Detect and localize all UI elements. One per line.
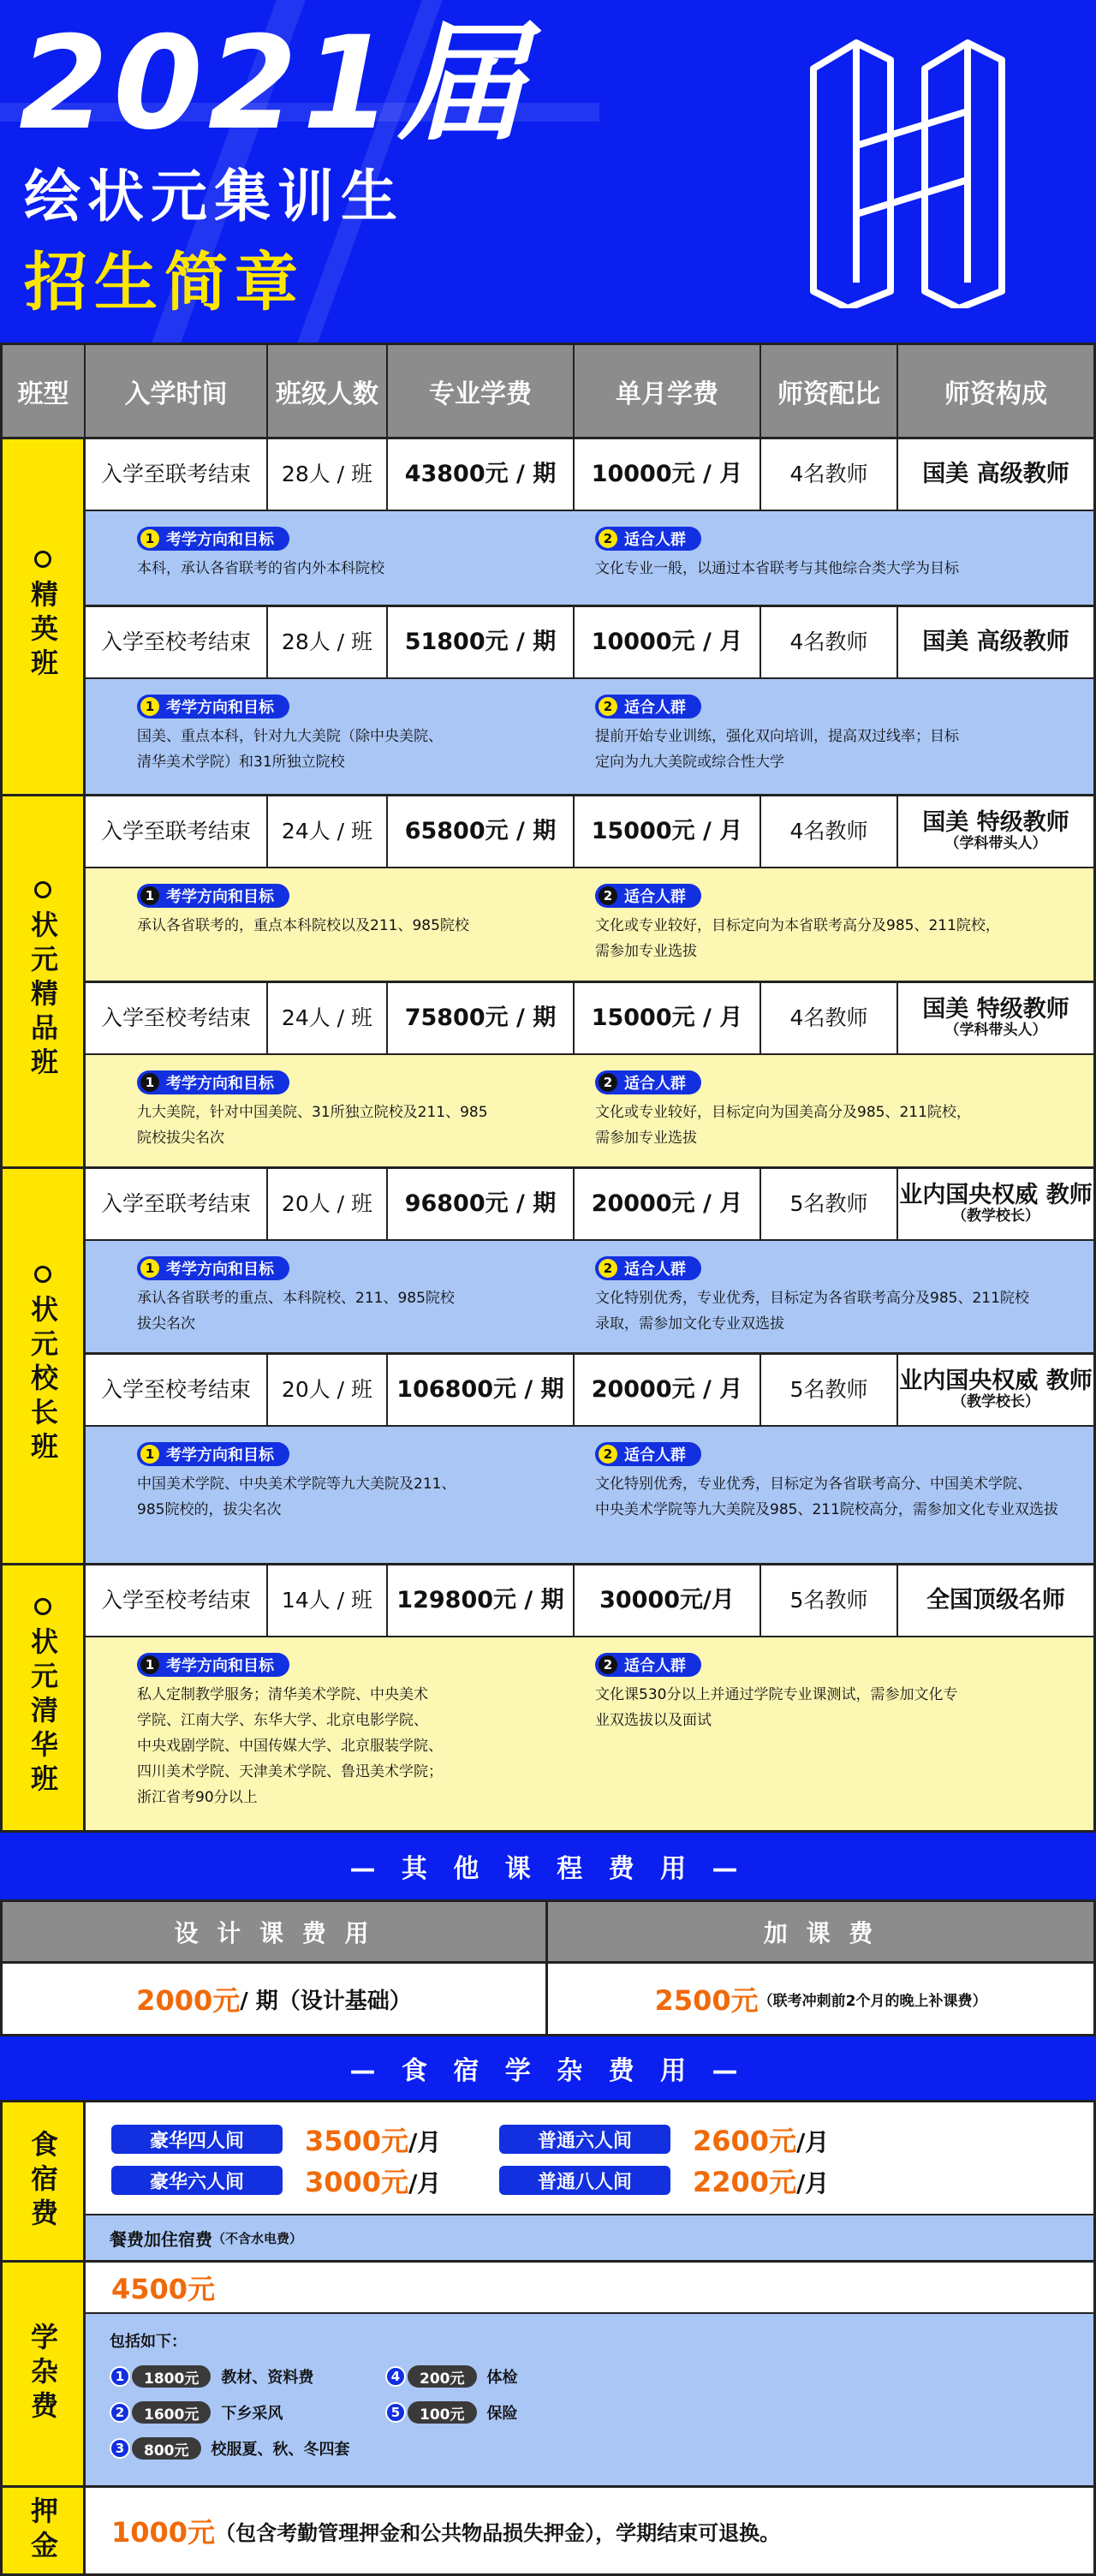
info-box bbox=[86, 679, 1093, 796]
fit-pill: 2 适合人群 bbox=[595, 695, 701, 719]
group-tsinghua bbox=[3, 1565, 86, 1830]
goal-pill: 1 考学方向和目标 bbox=[137, 1070, 289, 1094]
goal-text: 中国美术学院、中央美术学院等九大美院及211、 985院校的，拔尖名次 bbox=[137, 1476, 456, 1518]
cell-monthly: 15000元 / 月 bbox=[575, 983, 761, 1053]
fit-text: 提前开始专业训练，强化双向培训，提高双过线率；目标 定向为九大美院或综合性大学 bbox=[595, 728, 959, 771]
goal-text: 承认各省联考的重点、本科院校、211、985院校 拔尖名次 bbox=[137, 1290, 455, 1333]
cell-teachers: 国美 特级教师 （学科带头人） bbox=[922, 809, 1069, 852]
design-fee-value: 2000元 / 期（设计基础） bbox=[3, 1964, 548, 2034]
cell-time: 入学至联考结束 bbox=[86, 1169, 268, 1239]
fit-text: 文化或专业较好，目标定向为本省联考高分及985、211院校， 需参加专业选拔 bbox=[595, 917, 1000, 960]
info-box bbox=[86, 511, 1093, 607]
group-name: 精英班 bbox=[27, 580, 59, 683]
group-principal bbox=[3, 1169, 86, 1565]
table-row bbox=[86, 983, 1093, 1055]
group-name: 状元校长班 bbox=[27, 1295, 59, 1466]
goal-pill: 1 考学方向和目标 bbox=[137, 527, 289, 551]
cell-tuition: 106800元 / 期 bbox=[388, 1355, 575, 1425]
table-row bbox=[86, 607, 1093, 679]
cell-size: 24人 / 班 bbox=[268, 983, 388, 1053]
cell-ratio: 4名教师 bbox=[761, 983, 898, 1053]
cell-ratio: 5名教师 bbox=[761, 1169, 898, 1239]
cell-time: 入学至联考结束 bbox=[86, 439, 268, 510]
circle-icon bbox=[34, 1598, 51, 1615]
table-row bbox=[86, 1355, 1093, 1427]
table-row bbox=[86, 1169, 1093, 1241]
info-box bbox=[86, 1241, 1093, 1355]
cell-ratio: 4名教师 bbox=[761, 439, 898, 510]
other-fees-banner: — 其 他 课 程 费 用 — bbox=[0, 1833, 1096, 1899]
meal-note: 餐费加住宿费 （不含水电费） bbox=[86, 2214, 1093, 2263]
deposit-label-cell: 押金 bbox=[3, 2488, 86, 2573]
group-elite bbox=[3, 439, 86, 796]
goal-text: 九大美院，针对中国美院、31所独立院校及211、985 院校拔尖名次 bbox=[137, 1104, 488, 1147]
deposit-row: 1000元 （包含考勤管理押金和公共物品损失押金），学期结束可退换。 bbox=[86, 2488, 1093, 2573]
th-class-type: 班型 bbox=[3, 345, 86, 437]
cell-size: 28人 / 班 bbox=[268, 607, 388, 677]
misc-item: 4 200元 体检 bbox=[385, 2365, 518, 2388]
room-item: 普通六人间 2600元/月 bbox=[499, 2120, 829, 2159]
cell-monthly: 20000元 / 月 bbox=[575, 1169, 761, 1239]
cell-time: 入学至校考结束 bbox=[86, 983, 268, 1053]
info-box bbox=[86, 868, 1093, 983]
cell-teachers: 国美 高级教师 bbox=[922, 461, 1069, 487]
th-ratio: 师资配比 bbox=[761, 345, 898, 437]
info-box bbox=[86, 1637, 1093, 1830]
group-name: 状元清华班 bbox=[27, 1626, 59, 1798]
goal-text: 承认各省联考的，重点本科院校以及211、985院校 bbox=[137, 917, 469, 934]
extra-fee-header: 加 课 费 bbox=[548, 1902, 1093, 1964]
goal-text: 私人定制教学服务；清华美术学院、中央美术 学院、江南大学、东华大学、北京电影学院、 中央戏剧学院、中国传媒大学、北京服装学院、 四川美术学院、天津美术学院、鲁迅美术学院； 浙江省考90分以上 bbox=[137, 1686, 443, 1806]
cell-time: 入学至校考结束 bbox=[86, 1355, 268, 1425]
misc-item: 1 1800元 教材、资料费 bbox=[110, 2365, 313, 2388]
goal-pill: 1 考学方向和目标 bbox=[137, 1442, 289, 1466]
fit-text: 文化特别优秀，专业优秀，目标定为各省联考高分、中国美术学院、 中央美术学院等九大美院及985、211院校高分，需参加文化专业双选拔 bbox=[595, 1476, 1058, 1518]
cell-tuition: 96800元 / 期 bbox=[388, 1169, 575, 1239]
poster-header bbox=[0, 0, 1096, 343]
cell-teachers: 国美 特级教师 （学科带头人） bbox=[922, 996, 1069, 1039]
cell-time: 入学至校考结束 bbox=[86, 607, 268, 677]
misc-items-box bbox=[86, 2314, 1093, 2488]
cell-time: 入学至联考结束 bbox=[86, 796, 268, 867]
cell-teachers: 国美 高级教师 bbox=[922, 629, 1069, 655]
fit-pill: 2 适合人群 bbox=[595, 1070, 701, 1094]
table-row bbox=[86, 796, 1093, 868]
cell-teachers: 全国顶级名师 bbox=[926, 1587, 1065, 1613]
page-title: 招生简章 bbox=[24, 246, 305, 319]
info-box bbox=[86, 1055, 1093, 1169]
cell-monthly: 20000元 / 月 bbox=[575, 1355, 761, 1425]
cell-size: 24人 / 班 bbox=[268, 796, 388, 867]
table-row bbox=[86, 1565, 1093, 1637]
cell-ratio: 5名教师 bbox=[761, 1565, 898, 1636]
misc-includes: 包括如下： bbox=[110, 2333, 187, 2351]
fit-pill: 2 适合人群 bbox=[595, 1653, 701, 1677]
cell-ratio: 5名教师 bbox=[761, 1355, 898, 1425]
cell-ratio: 4名教师 bbox=[761, 607, 898, 677]
circle-icon bbox=[34, 551, 51, 568]
lodging-label-cell: 食宿费 bbox=[3, 2102, 86, 2263]
misc-item: 3 800元 校服夏、秋、冬四套 bbox=[110, 2437, 350, 2460]
cell-monthly: 10000元 / 月 bbox=[575, 439, 761, 510]
cell-monthly: 15000元 / 月 bbox=[575, 796, 761, 867]
th-teachers: 师资构成 bbox=[944, 379, 1047, 409]
fit-pill: 2 适合人群 bbox=[595, 527, 701, 551]
misc-label-cell: 学杂费 bbox=[3, 2263, 86, 2488]
fit-text: 文化专业一般，以通过本省联考与其他综合类大学为目标 bbox=[595, 560, 959, 577]
misc-item: 2 1600元 下乡采风 bbox=[110, 2401, 283, 2424]
cell-tuition: 65800元 / 期 bbox=[388, 796, 575, 867]
th-class-size: 班级人数 bbox=[268, 345, 388, 437]
th-enroll-time: 入学时间 bbox=[86, 345, 268, 437]
fit-text: 文化课530分以上并通过学院专业课测试，需参加文化专 业双选拔以及面试 bbox=[595, 1686, 958, 1729]
table-row bbox=[86, 439, 1093, 511]
cell-tuition: 129800元 / 期 bbox=[388, 1565, 575, 1636]
goal-text: 本科，承认各省联考的省内外本科院校 bbox=[137, 560, 384, 577]
class-table bbox=[0, 343, 1096, 1833]
room-item: 普通八人间 2200元/月 bbox=[499, 2161, 829, 2200]
h-logo-icon bbox=[796, 34, 1019, 308]
cell-monthly: 30000元/月 bbox=[575, 1565, 761, 1636]
circle-icon bbox=[34, 881, 51, 898]
fit-text: 文化或专业较好，目标定向为国美高分及985、211院校， 需参加专业选拔 bbox=[595, 1104, 971, 1147]
group-premium bbox=[3, 796, 86, 1169]
th-monthly: 单月学费 bbox=[575, 345, 761, 437]
cell-size: 20人 / 班 bbox=[268, 1169, 388, 1239]
group-name: 状元精品班 bbox=[27, 910, 59, 1082]
fit-pill: 2 适合人群 bbox=[595, 1442, 701, 1466]
misc-total: 4500元 bbox=[86, 2263, 1093, 2314]
cell-ratio: 4名教师 bbox=[761, 796, 898, 867]
goal-pill: 1 考学方向和目标 bbox=[137, 1653, 289, 1677]
circle-icon bbox=[34, 1266, 51, 1283]
extra-fee-value: 2500元 （联考冲刺前2个月的晚上补课费） bbox=[654, 1984, 987, 2017]
cell-size: 20人 / 班 bbox=[268, 1355, 388, 1425]
fit-text: 文化特别优秀，专业优秀，目标定为各省联考高分及985、211院校 录取，需参加文化专业双选拔 bbox=[595, 1290, 1029, 1333]
cell-tuition: 75800元 / 期 bbox=[388, 983, 575, 1053]
cell-size: 14人 / 班 bbox=[268, 1565, 388, 1636]
subtitle: 绘状元集训生 bbox=[24, 164, 404, 230]
year-title: 2021届 bbox=[19, 9, 531, 158]
info-box bbox=[86, 1427, 1093, 1565]
room-item: 豪华六人间 3000元/月 bbox=[111, 2161, 441, 2200]
cell-time: 入学至校考结束 bbox=[86, 1565, 268, 1636]
table-header bbox=[3, 345, 1093, 439]
goal-pill: 1 考学方向和目标 bbox=[137, 884, 289, 908]
other-fees-table bbox=[0, 1899, 1096, 2036]
design-fee-header: 设 计 课 费 用 bbox=[3, 1902, 548, 1964]
lodging-fees-banner: — 食 宿 学 杂 费 用 — bbox=[0, 2036, 1096, 2100]
cell-teachers: 业内国央权威 教师 （教学校长） bbox=[899, 1368, 1093, 1410]
fit-pill: 2 适合人群 bbox=[595, 1256, 701, 1280]
cell-size: 28人 / 班 bbox=[268, 439, 388, 510]
goal-text: 国美、重点本科，针对九大美院（除中央美院、 清华美术学院）和31所独立院校 bbox=[137, 728, 443, 771]
cell-tuition: 43800元 / 期 bbox=[388, 439, 575, 510]
misc-item: 5 100元 保险 bbox=[385, 2401, 518, 2424]
cell-teachers: 业内国央权威 教师 （教学校长） bbox=[899, 1182, 1093, 1225]
cell-tuition: 51800元 / 期 bbox=[388, 607, 575, 677]
room-item: 豪华四人间 3500元/月 bbox=[111, 2120, 441, 2159]
fit-pill: 2 适合人群 bbox=[595, 884, 701, 908]
cell-monthly: 10000元 / 月 bbox=[575, 607, 761, 677]
lodging-fees-table bbox=[0, 2100, 1096, 2576]
goal-pill: 1 考学方向和目标 bbox=[137, 695, 289, 719]
goal-pill: 1 考学方向和目标 bbox=[137, 1256, 289, 1280]
th-tuition: 专业学费 bbox=[388, 345, 575, 437]
